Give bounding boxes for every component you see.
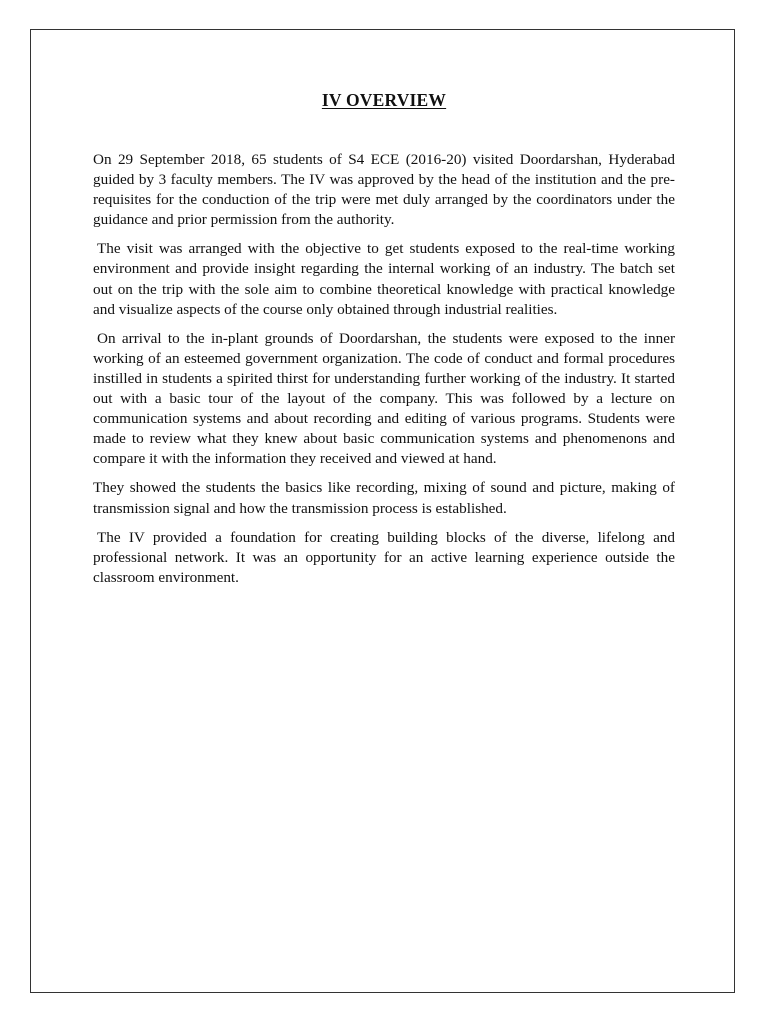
paragraph-arrival: On arrival to the in-plant grounds of Doordarshan, the students were exposed to the inner working of an esteemed government organization. The code of conduct and formal procedures instilled in students a spirited thirst for understanding further working of the industry. It started out with a basic tour of the layout of the company. This was followed by a lecture on communication systems and about recording and editing of various programs. Students were made to review what they knew about basic communication systems and phenomenons and compare it with the information they received and viewed at hand.	[93, 329, 675, 468]
paragraph-basics: They showed the students the basics like recording, mixing of sound and picture, making of transmission signal and how the transmission process is established.	[93, 479, 675, 517]
paragraph-objective: The visit was arranged with the objective to get students exposed to the real-time working environment and provide insight regarding the internal working of an industry. The batch set out on the trip with the sole aim to combine theoretical knowledge with practical knowledge and visualize aspects of the course only obtained through industrial realities.	[93, 240, 675, 318]
paragraph-conclusion: The IV provided a foundation for creating building blocks of the diverse, lifelong and professional network. It was an opportunity for an active learning experience outside the classroom environment.	[93, 528, 675, 586]
paragraph-intro: On 29 September 2018, 65 students of S4 ECE (2016-20) visited Doordarshan, Hyderabad guided by 3 faculty members. The IV was approved by the head of the institution and the pre-requisites for the conduction of the trip were met duly arranged by the coordinators under the guidance and prior permission from the authority.	[93, 151, 675, 229]
page-title: IV OVERVIEW	[321, 90, 447, 110]
document-body	[93, 150, 675, 597]
